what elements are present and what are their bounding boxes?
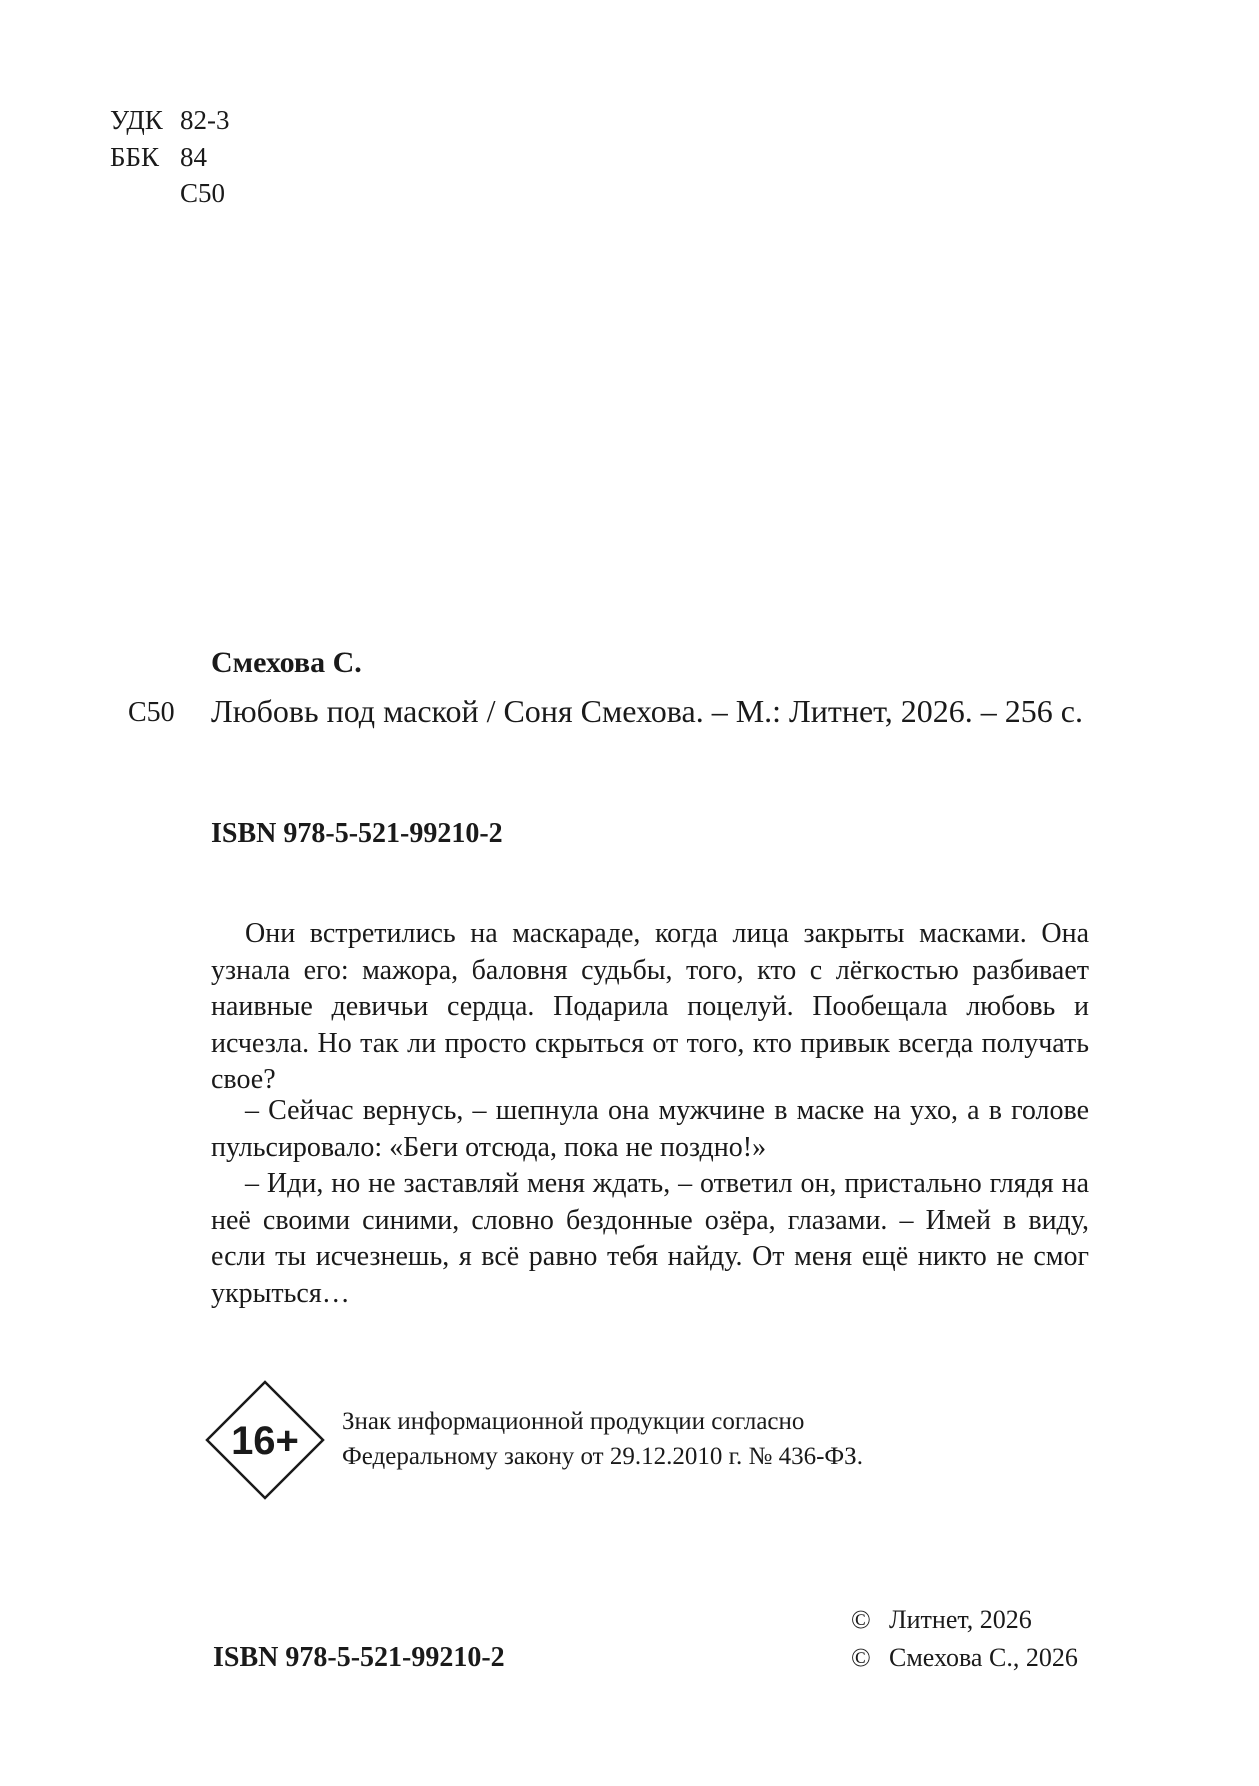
copyright-symbol: © [851,1643,871,1672]
age-rating-line-1: Знак информационной продукции согласно [342,1408,805,1435]
isbn-main: ISBN 978-5-521-99210-2 [211,818,503,849]
copyright-symbol: © [851,1605,871,1634]
dialog-line-1 [211,1093,1089,1166]
age-rating-text [342,1404,863,1474]
udk-row [110,103,230,137]
age-rating-sign [205,1380,325,1500]
annotation-paragraph [211,916,1089,1099]
dialog-text-1: – Сейчас вернусь, – шепнула она мужчине в маске на ухо, а в голове пульсировало: «Беги отсюда, пока не поздно!» [211,1095,1089,1163]
copyright-publisher [851,1605,1032,1635]
age-rating-line-2: Федеральному закону от 29.12.2010 г. № 436-ФЗ. [342,1443,863,1470]
dialog-line-2 [211,1166,1089,1312]
author-name: Смехова С. [211,646,362,679]
age-rating-label: 16+ [231,1419,299,1463]
copyright-author-text: Смехова С., 2026 [889,1643,1078,1672]
author-code-row [110,176,225,210]
biblio-description: Любовь под маской / Соня Смехова. – М.: Литнет, 2026. – 256 с. [211,693,1083,729]
bbk-row [110,140,207,174]
udk-value: 82-3 [180,105,230,135]
bbk-value: 84 [180,142,207,172]
copyright-publisher-text: Литнет, 2026 [889,1605,1032,1634]
bbk-label: ББК [110,142,160,172]
dialog-text-2: – Иди, но не заставляй меня ждать, – ответил он, пристально глядя на неё своими синими, словно бездонные озёра, глазами. – Имей в виду, если ты исчезнешь, я всё равно тебя найду. От меня ещё никто не смог укрыться… [211,1168,1089,1309]
annotation-text: Они встретились на маскараде, когда лица закрыты масками. Она узнала его: мажора, баловня судьбы, того, кто с лёгкостью разбивает наивные девичьи сердца. Подарила поцелуй. Пообещала любовь и исчезла. Но так ли просто скрыться от того, кто привык всегда получать свое? [211,918,1089,1095]
biblio-code: С50 [128,697,175,728]
author-code: С50 [180,178,226,208]
copyright-author [851,1643,1078,1673]
isbn-footer: ISBN 978-5-521-99210-2 [213,1642,505,1673]
udk-label: УДК [110,105,163,135]
